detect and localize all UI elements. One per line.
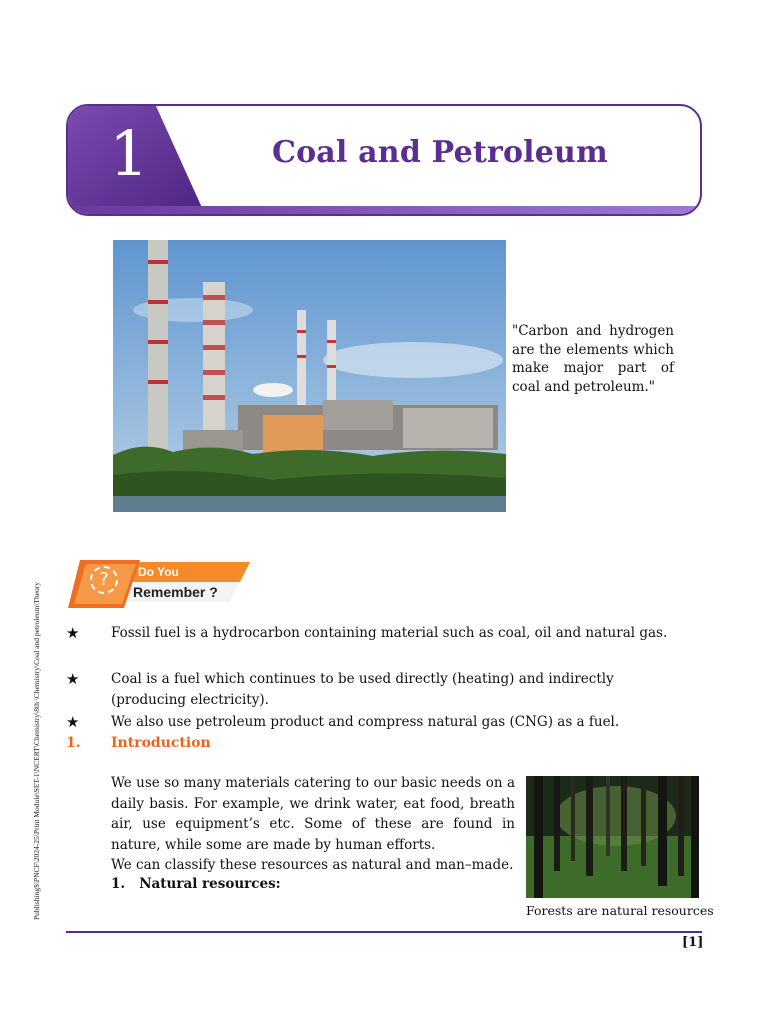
paragraph-line: We use so many materials catering to our basic needs on a daily basis. For example, we drink water, eat food, breath air, use equipment’s etc. Some of these are found in nature, while some are made by human efforts. [111,775,515,853]
section-number: 1. [66,735,81,751]
footer-rule [66,931,702,933]
chapter-title: Coal and Petroleum [272,135,608,170]
bullet-text: Fossil fuel is a hydrocarbon containing material such as coal, oil and natural gas. [111,625,668,641]
bullet-text: Coal is a fuel which continues to be used directly (heating) and indirectly (producing electricity). [111,671,614,708]
side-file-path: Publishing$\PNCF\2024-25\Print Module\SET-1\NCERT\Chemistry\8th \Chemistry\Coal and petroleum\Theory [32,581,41,920]
bullet-text: We also use petroleum product and compress natural gas (CNG) as a fuel. [111,714,620,730]
star-icon: ★ [66,670,80,688]
intro-paragraph [111,773,515,876]
remember-label-top: Do You [138,565,179,579]
subheading-natural-resources: 1. Natural resources: [111,876,281,892]
star-icon: ★ [66,713,80,731]
forest-photo [526,776,699,898]
remember-label-bottom: Remember ? [133,584,218,600]
forest-caption: Forests are natural resources [526,903,714,918]
power-plant-photo [113,240,506,512]
paragraph-line: We can classify these resources as natural and man–made. [111,857,514,874]
chapter-number: 1 [109,117,149,190]
banner-bottom-strip [68,206,700,214]
section-title: Introduction [111,735,211,751]
page-number: [1] [682,935,704,950]
star-icon: ★ [66,624,80,642]
question-mark-icon: ? [90,566,118,594]
quote-text: "Carbon and hydrogen are the elements which make major part of coal and petroleum." [512,323,674,395]
